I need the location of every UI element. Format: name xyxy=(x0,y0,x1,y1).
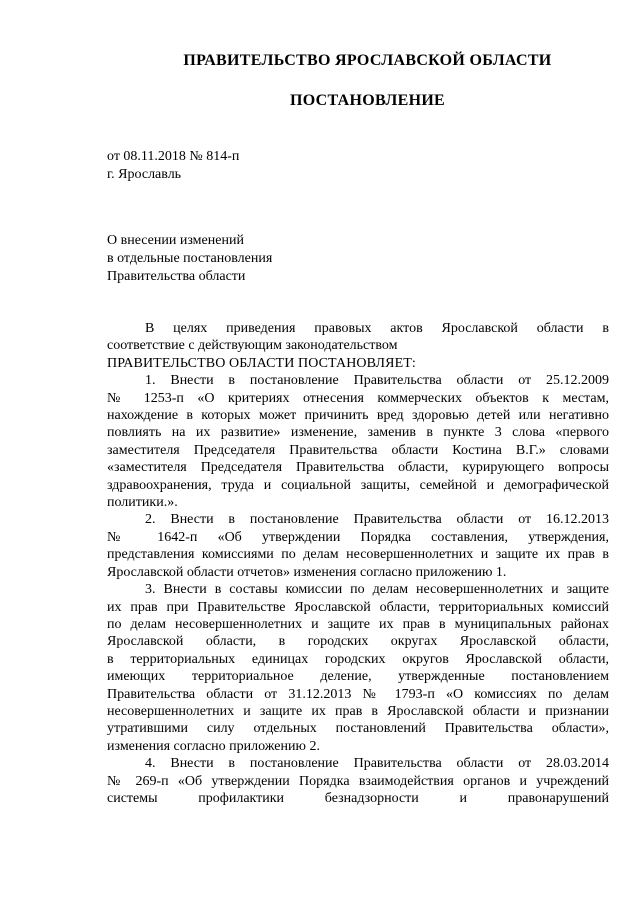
paragraph-2-line: представления комиссиями по делам несовершеннолетних и защите их прав в xyxy=(107,547,609,563)
document-body xyxy=(107,320,609,807)
city: г. Ярославль xyxy=(107,167,182,182)
subject-line: в отдельные постановления xyxy=(107,251,273,266)
paragraph-1-line: № 1253-п «О критериях отнесения коммерческих объектов к местам, xyxy=(107,390,609,406)
preamble-line: соответствие с действующим законодательством xyxy=(107,338,398,354)
document-type-title: ПОСТАНОВЛЕНИЕ xyxy=(289,92,446,109)
subject-line: Правительства области xyxy=(107,269,246,284)
preamble-line: В целях приведения правовых актов Ярославской области в xyxy=(145,321,609,336)
document-subject xyxy=(107,232,272,286)
paragraph-4-line: № 269-п «Об утверждении Порядка взаимодействия органов и учреждений xyxy=(107,773,609,789)
document-meta xyxy=(107,148,239,184)
paragraph-1-line: политики.». xyxy=(107,495,178,511)
paragraph-1-line: 1. Внести в постановление Правительства области от 25.12.2009 xyxy=(145,373,609,389)
paragraph-3-line: утратившими силу отдельных постановлений Правительства области», xyxy=(107,721,609,737)
paragraph-3-line: 3. Внести в составы комиссии по делам несовершеннолетних и защите xyxy=(145,582,609,598)
paragraph-3-line: в территориальных единицах городских округов Ярославской области, xyxy=(107,651,609,667)
paragraph-2-line: Ярославской области отчетов» изменения согласно приложению 1. xyxy=(107,564,507,580)
paragraph-3-line: имеющих территориальное деление, утвержденные постановлением xyxy=(107,669,609,685)
paragraph-1-line: здравоохранения, труда и социальной защиты, семейной и демографической xyxy=(107,477,609,493)
subject-line: О внесении изменений xyxy=(107,233,244,248)
paragraph-1-line: нахождение в которых может причинить вред здоровью детей или негативно xyxy=(107,408,609,424)
paragraph-2-line: 2. Внести в постановление Правительства области от 16.12.2013 xyxy=(145,512,609,528)
paragraph-2-line: № 1642-п «Об утверждении Порядка составления, утверждения, xyxy=(107,529,609,545)
paragraph-3-line: по делам несовершеннолетних и защите их прав в муниципальных районах xyxy=(107,616,609,632)
organization-title: ПРАВИТЕЛЬСТВО ЯРОСЛАВСКОЙ ОБЛАСТИ xyxy=(183,52,552,69)
paragraph-4-line: системы профилактики безнадзорности и правонарушений xyxy=(107,790,609,806)
paragraph-1-line: «заместителя Председателя Правительства области, курирующего вопросы xyxy=(107,460,609,476)
paragraph-3-line: Правительства области от 31.12.2013 № 1793-п «О комиссиях по делам xyxy=(107,686,609,702)
paragraph-3-line: Ярославской области, в городских округах Ярославской области, xyxy=(107,634,609,650)
paragraph-1-line: заместителя Председателя Правительства области Костина В.Г.» словами xyxy=(107,442,609,458)
paragraph-3-line: их прав при Правительстве Ярославской области, территориальных комиссий xyxy=(107,599,609,615)
paragraph-4-line: 4. Внести в постановление Правительства области от 28.03.2014 xyxy=(145,756,609,772)
paragraph-3-line: несовершеннолетних и защите их прав в Ярославской области и признании xyxy=(107,703,609,719)
decree-statement: ПРАВИТЕЛЬСТВО ОБЛАСТИ ПОСТАНОВЛЯЕТ: xyxy=(107,355,416,371)
paragraph-3-line: изменения согласно приложению 2. xyxy=(107,738,320,754)
paragraph-1-line: повлиять на их развитие» изменение, заменив в пункте 3 слова «первого xyxy=(107,425,609,441)
date-number: от 08.11.2018 № 814-п xyxy=(107,149,240,164)
